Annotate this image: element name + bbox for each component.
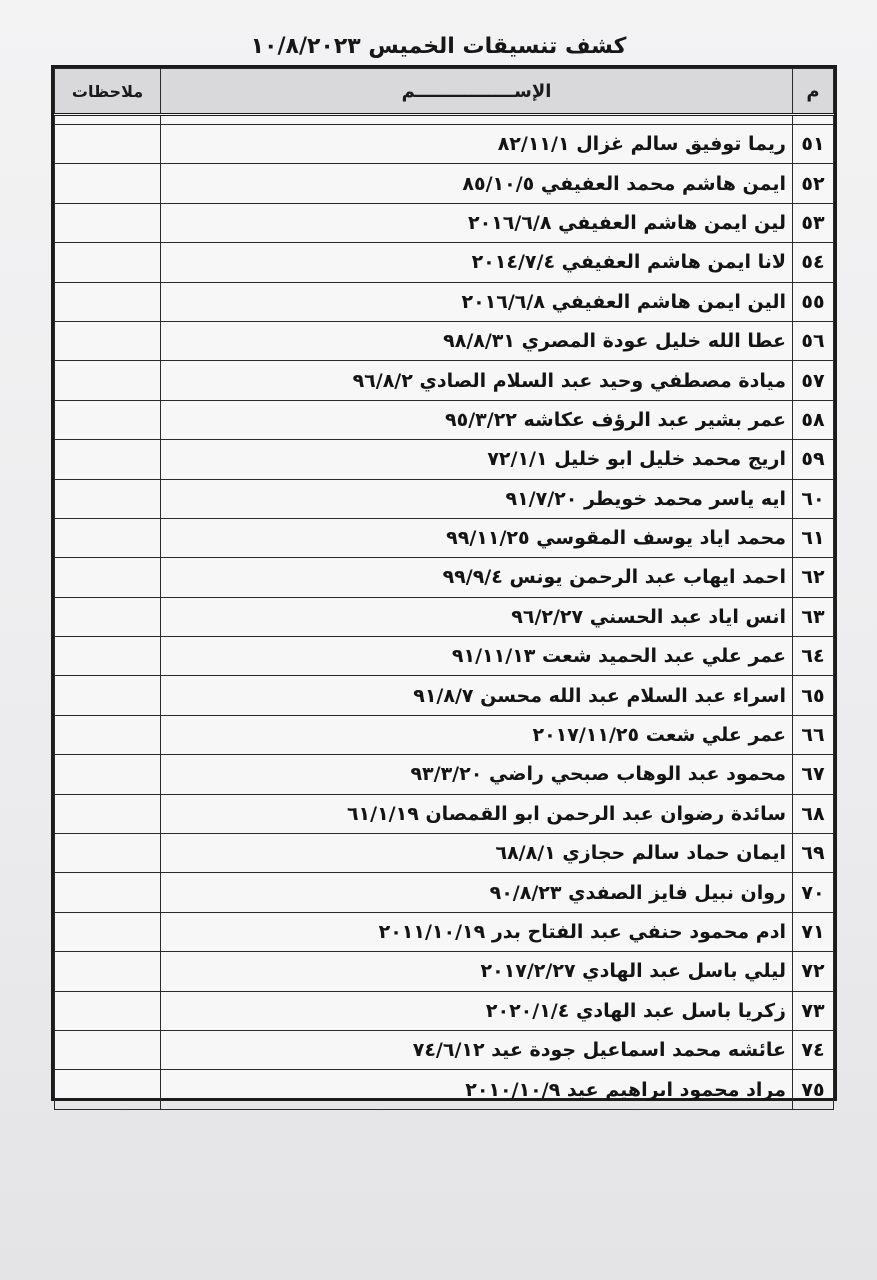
row-number: ٦٧ [793,755,834,794]
row-notes [55,912,161,951]
row-notes [55,873,161,912]
header-notes: ملاحظات [55,69,161,115]
row-number: ٥٢ [793,164,834,203]
row-name: ايه ياسر محمد خويطر ٩١/٧/٢٠ [161,479,793,518]
row-name: ميادة مصطفي وحيد عبد السلام الصادي ٩٦/٨/٢ [161,361,793,400]
row-notes [55,676,161,715]
table-row [55,834,834,873]
header-number: م [793,69,834,115]
table-row [55,794,834,833]
row-name: روان نبيل فايز الصفدي ٩٠/٨/٢٣ [161,873,793,912]
table-row [55,873,834,912]
table-spacer-row [55,115,834,125]
row-notes [55,558,161,597]
row-notes [55,164,161,203]
row-number: ٧١ [793,912,834,951]
row-notes [55,755,161,794]
row-number: ٧٠ [793,873,834,912]
table-row [55,991,834,1030]
row-notes [55,1070,161,1109]
table-row [55,912,834,951]
row-number: ٦٨ [793,794,834,833]
row-number: ٥٤ [793,243,834,282]
row-name: لين ايمن هاشم العفيفي ٢٠١٦/٦/٨ [161,203,793,242]
row-notes [55,991,161,1030]
row-number: ٥٣ [793,203,834,242]
row-number: ٥١ [793,125,834,164]
names-table-frame [51,65,837,1101]
table-row [55,321,834,360]
row-number: ٦٤ [793,637,834,676]
table-row [55,518,834,557]
row-notes [55,400,161,439]
names-table [54,68,834,1110]
table-row [55,125,834,164]
row-notes [55,597,161,636]
spacer-cell [55,115,161,125]
row-name: اسراء عبد السلام عبد الله محسن ٩١/٨/٧ [161,676,793,715]
row-number: ٧٤ [793,1030,834,1069]
row-name: لانا ايمن هاشم العفيفي ٢٠١٤/٧/٤ [161,243,793,282]
row-notes [55,715,161,754]
row-name: سائدة رضوان عبد الرحمن ابو القمصان ٦١/١/١٩ [161,794,793,833]
table-row [55,282,834,321]
table-row [55,164,834,203]
row-name: عمر بشير عبد الرؤف عكاشه ٩٥/٣/٢٢ [161,400,793,439]
row-number: ٦٠ [793,479,834,518]
document-title: كشف تنسيقات الخميس ١٠/٨/٢٠٢٣ [250,34,627,59]
table-row [55,479,834,518]
row-number: ٧٣ [793,991,834,1030]
row-notes [55,1030,161,1069]
row-notes [55,203,161,242]
table-body [55,115,834,1110]
table-row [55,558,834,597]
row-name: محمد اياد يوسف المقوسي ٩٩/١١/٢٥ [161,518,793,557]
row-notes [55,440,161,479]
spacer-cell [161,115,793,125]
row-name: عطا الله خليل عودة المصري ٩٨/٨/٣١ [161,321,793,360]
row-number: ٦٩ [793,834,834,873]
row-name: ايمان حماد سالم حجازي ٦٨/٨/١ [161,834,793,873]
row-number: ٦٣ [793,597,834,636]
spacer-cell [793,115,834,125]
row-name: الين ايمن هاشم العفيفي ٢٠١٦/٦/٨ [161,282,793,321]
row-number: ٦٦ [793,715,834,754]
row-name: ايمن هاشم محمد العفيفي ٨٥/١٠/٥ [161,164,793,203]
row-name: زكريا باسل عبد الهادي ٢٠٢٠/١/٤ [161,991,793,1030]
row-name: انس اياد عبد الحسني ٩٦/٢/٢٧ [161,597,793,636]
header-name: الإســــــــــــــــم [161,69,793,115]
table-row [55,755,834,794]
table-row [55,400,834,439]
row-number: ٧٢ [793,952,834,991]
table-row [55,243,834,282]
row-name: اريج محمد خليل ابو خليل ٧٢/١/١ [161,440,793,479]
row-name: ليلي باسل عبد الهادي ٢٠١٧/٢/٢٧ [161,952,793,991]
table-row [55,952,834,991]
table-row [55,676,834,715]
row-notes [55,243,161,282]
row-name: عمر علي عبد الحميد شعت ٩١/١١/١٣ [161,637,793,676]
row-notes [55,282,161,321]
table-row [55,361,834,400]
row-notes [55,834,161,873]
row-name: احمد ايهاب عبد الرحمن يونس ٩٩/٩/٤ [161,558,793,597]
row-number: ٥٥ [793,282,834,321]
row-name: ريما توفيق سالم غزال ٨٢/١١/١ [161,125,793,164]
table-row [55,440,834,479]
row-notes [55,361,161,400]
row-name: عائشه محمد اسماعيل جودة عيد ٧٤/٦/١٢ [161,1030,793,1069]
table-row [55,1030,834,1069]
row-name: مراد محمود ابراهيم عيد ٢٠١٠/١٠/٩ [161,1070,793,1109]
table-row [55,203,834,242]
row-number: ٥٩ [793,440,834,479]
row-name: ادم محمود حنفي عبد الفتاح بدر ٢٠١١/١٠/١٩ [161,912,793,951]
row-notes [55,794,161,833]
row-name: عمر علي شعت ٢٠١٧/١١/٢٥ [161,715,793,754]
row-number: ٦٢ [793,558,834,597]
row-number: ٧٥ [793,1070,834,1109]
row-notes [55,518,161,557]
row-notes [55,321,161,360]
row-number: ٥٧ [793,361,834,400]
table-row [55,1070,834,1109]
row-notes [55,125,161,164]
table-row [55,597,834,636]
row-notes [55,479,161,518]
row-name: محمود عبد الوهاب صبحي راضي ٩٣/٣/٢٠ [161,755,793,794]
row-notes [55,637,161,676]
row-number: ٥٨ [793,400,834,439]
table-row [55,715,834,754]
table-header-row [55,69,834,115]
table-row [55,637,834,676]
row-notes [55,952,161,991]
row-number: ٦٥ [793,676,834,715]
row-number: ٥٦ [793,321,834,360]
row-number: ٦١ [793,518,834,557]
